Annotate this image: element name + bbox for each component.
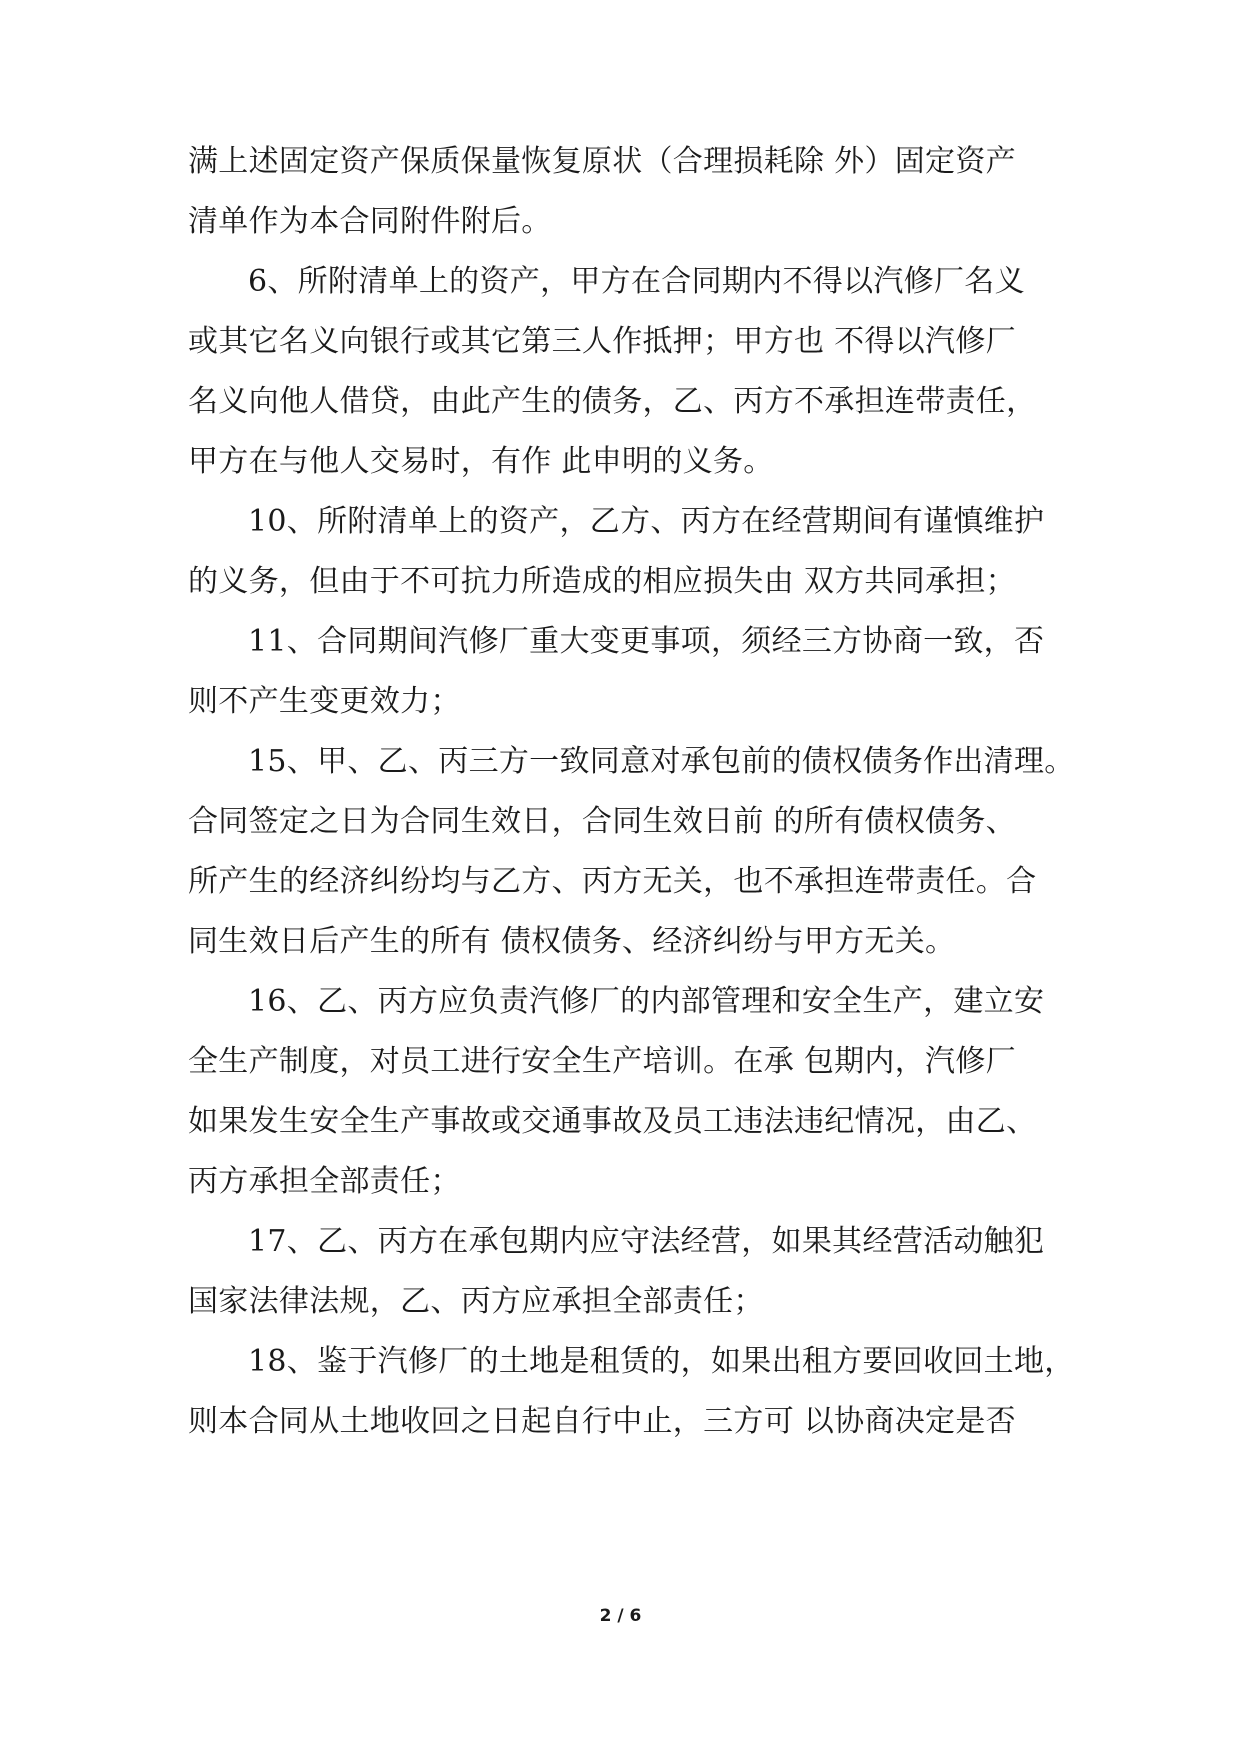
- text-line: 则本合同从土地收回之日起自行中止，三方可 以协商决定是否: [188, 1404, 1016, 1439]
- text-line: 国家法律法规，乙、丙方应承担全部责任；: [188, 1284, 764, 1319]
- text-line: 则不产生变更效力；: [188, 684, 461, 719]
- text-line: 名义向他人借贷，由此产生的债务，乙、丙方不承担连带责任，: [188, 384, 1037, 419]
- text-line: 或其它名义向银行或其它第三人作抵押；甲方也 不得以汽修厂: [188, 324, 1016, 359]
- page-number: 2 / 6: [599, 1606, 642, 1626]
- text-line: 丙方承担全部责任；: [188, 1164, 461, 1199]
- text-line: 合同签定之日为合同生效日，合同生效日前 的所有债权债务、: [188, 804, 1016, 839]
- paragraph-11-line: 11、合同期间汽修厂重大变更事项，须经三方协商一致，否: [248, 624, 1045, 659]
- paragraph-17-line: 17、乙、丙方在承包期内应守法经营，如果其经营活动触犯: [248, 1224, 1045, 1259]
- paragraph-15-line: 15、甲、乙、丙三方一致同意对承包前的债权债务作出清理。: [248, 744, 1075, 779]
- text-line: 所产生的经济纠纷均与乙方、丙方无关，也不承担连带责任。合: [188, 864, 1037, 899]
- text-line: 甲方在与他人交易时，有作 此申明的义务。: [188, 444, 774, 479]
- text-line: 的义务，但由于不可抗力所造成的相应损失由 双方共同承担；: [188, 564, 1016, 599]
- text-line: 同生效日后产生的所有 债权债务、经济纠纷与甲方无关。: [188, 924, 956, 959]
- paragraph-18-line: 18、鉴于汽修厂的土地是租赁的，如果出租方要回收回土地，: [248, 1344, 1075, 1379]
- text-line: 清单作为本合同附件附后。: [188, 204, 552, 239]
- paragraph-6-line: 6、所附清单上的资产，甲方在合同期内不得以汽修厂名义: [248, 264, 1025, 299]
- text-line: 全生产制度，对员工进行安全生产培训。在承 包期内，汽修厂: [188, 1044, 1016, 1079]
- text-line: 满上述固定资产保质保量恢复原状（合理损耗除 外）固定资产: [188, 144, 1016, 179]
- text-line: 如果发生安全生产事故或交通事故及员工违法违纪情况，由乙、: [188, 1104, 1037, 1139]
- paragraph-10-line: 10、所附清单上的资产，乙方、丙方在经营期间有谨慎维护: [248, 504, 1045, 539]
- paragraph-16-line: 16、乙、丙方应负责汽修厂的内部管理和安全生产，建立安: [248, 984, 1045, 1019]
